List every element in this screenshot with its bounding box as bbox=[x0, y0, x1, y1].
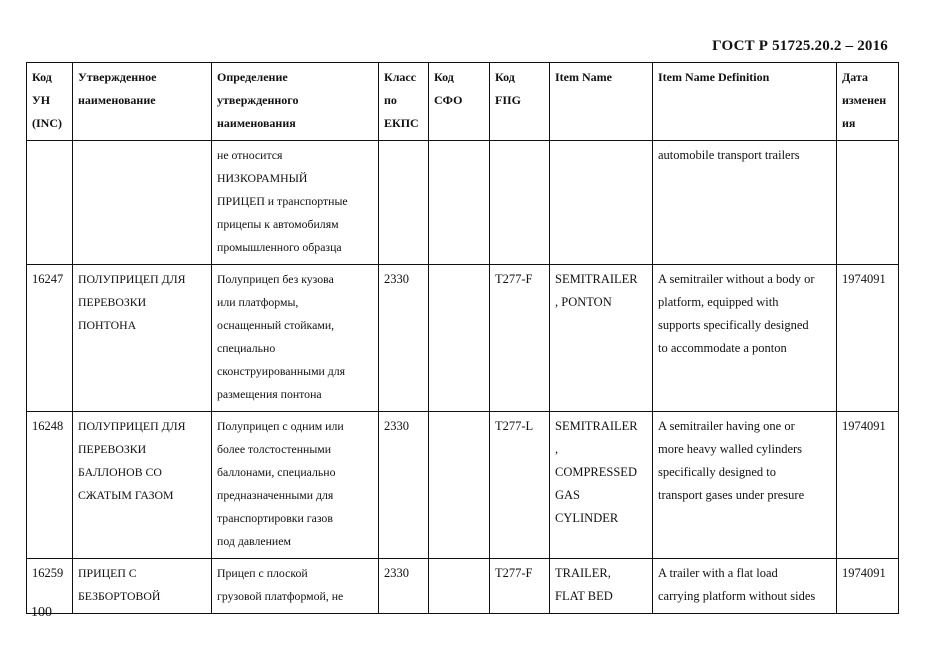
header-line: ия bbox=[842, 116, 856, 130]
cell-text-line: FLAT BED bbox=[555, 589, 613, 603]
cell-text-line: ПЕРЕВОЗКИ bbox=[78, 442, 147, 456]
cell-text-line: T277-L bbox=[495, 419, 534, 433]
cell-text-line: под давлением bbox=[217, 534, 291, 548]
class-cell bbox=[379, 141, 429, 265]
header-line: наименования bbox=[217, 116, 296, 130]
header-line: FIIG bbox=[495, 93, 522, 107]
sfo-cell bbox=[429, 412, 490, 559]
cell-text-line: 1974091 bbox=[842, 419, 886, 433]
cell-text-line: A semitrailer without a body or bbox=[658, 272, 815, 286]
cell-text-line: транспортировки газов bbox=[217, 511, 333, 525]
cell-text-line: НИЗКОРАМНЫЙ bbox=[217, 171, 308, 185]
definition-cell bbox=[212, 559, 379, 614]
class-cell bbox=[379, 412, 429, 559]
header-line: наименование bbox=[78, 93, 156, 107]
change-date-cell bbox=[837, 265, 899, 412]
cell-text-line: platform, equipped with bbox=[658, 295, 779, 309]
document-standard-header: ГОСТ Р 51725.20.2 – 2016 bbox=[712, 38, 888, 54]
cell-text-line: предназначенными для bbox=[217, 488, 334, 502]
page-number: 100 bbox=[31, 605, 52, 620]
item-name-cell bbox=[550, 141, 653, 265]
approved-name-cell bbox=[73, 412, 212, 559]
item-name-table bbox=[26, 62, 899, 614]
cell-text-line: to accommodate a ponton bbox=[658, 341, 787, 355]
header-line: Item Name bbox=[555, 70, 612, 84]
cell-text-line: T277-F bbox=[495, 566, 533, 580]
sfo-cell bbox=[429, 265, 490, 412]
cell-text-line: ПОЛУПРИЦЕП ДЛЯ bbox=[78, 419, 186, 433]
cell-text-line: 2330 bbox=[384, 419, 409, 433]
table-header-row bbox=[27, 63, 899, 141]
cell-text-line: СЖАТЫМ ГАЗОМ bbox=[78, 488, 174, 502]
cell-text-line: 2330 bbox=[384, 272, 409, 286]
code-cell bbox=[27, 412, 73, 559]
definition-cell bbox=[212, 141, 379, 265]
header-line: Определение bbox=[217, 70, 288, 84]
cell-text-line: 1974091 bbox=[842, 272, 886, 286]
approved-name-cell bbox=[73, 265, 212, 412]
cell-text-line: transport gases under presure bbox=[658, 488, 805, 502]
cell-text-line: SEMITRAILER bbox=[555, 419, 638, 433]
column-header-definition bbox=[212, 63, 379, 141]
table-body bbox=[27, 141, 899, 614]
cell-text-line: БАЛЛОНОВ СО bbox=[78, 465, 162, 479]
header-line: Класс bbox=[384, 70, 417, 84]
sfo-cell bbox=[429, 559, 490, 614]
cell-text-line: 16247 bbox=[32, 272, 64, 286]
cell-text-line: более толстостенными bbox=[217, 442, 332, 456]
header-line: Дата bbox=[842, 70, 868, 84]
header-line: Код bbox=[32, 70, 52, 84]
cell-text-line: A semitrailer having one or bbox=[658, 419, 795, 433]
header-line: Код bbox=[434, 70, 454, 84]
item-name-cell bbox=[550, 559, 653, 614]
cell-text-line: ПОНТОНА bbox=[78, 318, 137, 332]
change-date-cell bbox=[837, 141, 899, 265]
cell-text-line: Полуприцеп без кузова bbox=[217, 272, 334, 286]
cell-text-line: БЕЗБОРТОВОЙ bbox=[78, 589, 161, 603]
item-name-definition-cell bbox=[653, 265, 837, 412]
cell-text-line: промышленного образца bbox=[217, 240, 342, 254]
header-line: СФО bbox=[434, 93, 463, 107]
cell-text-line: не относится bbox=[217, 148, 283, 162]
header-line: по bbox=[384, 93, 397, 107]
cell-text-line: Прицеп с плоской bbox=[217, 566, 308, 580]
code-cell bbox=[27, 265, 73, 412]
fiig-cell bbox=[490, 141, 550, 265]
cell-text-line: или платформы, bbox=[217, 295, 299, 309]
table-row bbox=[27, 559, 899, 614]
cell-text-line: 2330 bbox=[384, 566, 409, 580]
definition-cell bbox=[212, 412, 379, 559]
table-row bbox=[27, 141, 899, 265]
cell-text-line: , PONTON bbox=[555, 295, 612, 309]
header-line: Утвержденное bbox=[78, 70, 157, 84]
cell-text-line: more heavy walled cylinders bbox=[658, 442, 803, 456]
cell-text-line: carrying platform without sides bbox=[658, 589, 816, 603]
cell-text-line: грузовой платформой, не bbox=[217, 589, 344, 603]
cell-text-line: специально bbox=[217, 341, 276, 355]
column-header-change-date bbox=[837, 63, 899, 141]
cell-text-line: ПРИЦЕП и транспортные bbox=[217, 194, 348, 208]
header-line: ЕКПС bbox=[384, 116, 419, 130]
cell-text-line: COMPRESSED bbox=[555, 465, 637, 479]
cell-text-line: GAS bbox=[555, 488, 581, 502]
approved-name-cell bbox=[73, 141, 212, 265]
column-header-approved-name bbox=[73, 63, 212, 141]
column-header-item-name-definition bbox=[653, 63, 837, 141]
table-row bbox=[27, 265, 899, 412]
class-cell bbox=[379, 559, 429, 614]
cell-text-line: ПЕРЕВОЗКИ bbox=[78, 295, 147, 309]
item-name-cell bbox=[550, 265, 653, 412]
cell-text-line: SEMITRAILER bbox=[555, 272, 638, 286]
cell-text-line: T277-F bbox=[495, 272, 533, 286]
column-header-code bbox=[27, 63, 73, 141]
item-name-definition-cell bbox=[653, 412, 837, 559]
item-name-cell bbox=[550, 412, 653, 559]
cell-text-line: 16259 bbox=[32, 566, 64, 580]
table-row bbox=[27, 412, 899, 559]
cell-text-line: specifically designed to bbox=[658, 465, 777, 479]
column-header-item-name bbox=[550, 63, 653, 141]
column-header-fiig bbox=[490, 63, 550, 141]
cell-text-line: размещения понтона bbox=[217, 387, 322, 401]
cell-text-line: прицепы к автомобилям bbox=[217, 217, 339, 231]
column-header-sfo bbox=[429, 63, 490, 141]
code-cell bbox=[27, 141, 73, 265]
header-line: УН bbox=[32, 93, 51, 107]
cell-text-line: A trailer with a flat load bbox=[658, 566, 778, 580]
header-line: Item Name Definition bbox=[658, 70, 770, 84]
definition-cell bbox=[212, 265, 379, 412]
cell-text-line: 16248 bbox=[32, 419, 64, 433]
cell-text-line: оснащенный стойками, bbox=[217, 318, 335, 332]
column-header-class bbox=[379, 63, 429, 141]
class-cell bbox=[379, 265, 429, 412]
cell-text-line: , bbox=[555, 442, 559, 456]
cell-text-line: Полуприцеп с одним или bbox=[217, 419, 344, 433]
header-line: (INC) bbox=[32, 116, 62, 130]
item-name-definition-cell bbox=[653, 559, 837, 614]
change-date-cell bbox=[837, 559, 899, 614]
cell-text-line: баллонами, специально bbox=[217, 465, 336, 479]
cell-text-line: supports specifically designed bbox=[658, 318, 809, 332]
cell-text-line: ПОЛУПРИЦЕП ДЛЯ bbox=[78, 272, 186, 286]
item-name-definition-cell bbox=[653, 141, 837, 265]
cell-text-line: сконструированными для bbox=[217, 364, 346, 378]
change-date-cell bbox=[837, 412, 899, 559]
cell-text-line: CYLINDER bbox=[555, 511, 619, 525]
fiig-cell bbox=[490, 265, 550, 412]
header-line: Код bbox=[495, 70, 515, 84]
fiig-cell bbox=[490, 559, 550, 614]
cell-text-line: automobile transport trailers bbox=[658, 148, 800, 162]
cell-text-line: ПРИЦЕП С bbox=[78, 566, 137, 580]
header-line: изменен bbox=[842, 93, 887, 107]
approved-name-cell bbox=[73, 559, 212, 614]
sfo-cell bbox=[429, 141, 490, 265]
header-line: утвержденного bbox=[217, 93, 299, 107]
cell-text-line: TRAILER, bbox=[555, 566, 611, 580]
cell-text-line: 1974091 bbox=[842, 566, 886, 580]
fiig-cell bbox=[490, 412, 550, 559]
